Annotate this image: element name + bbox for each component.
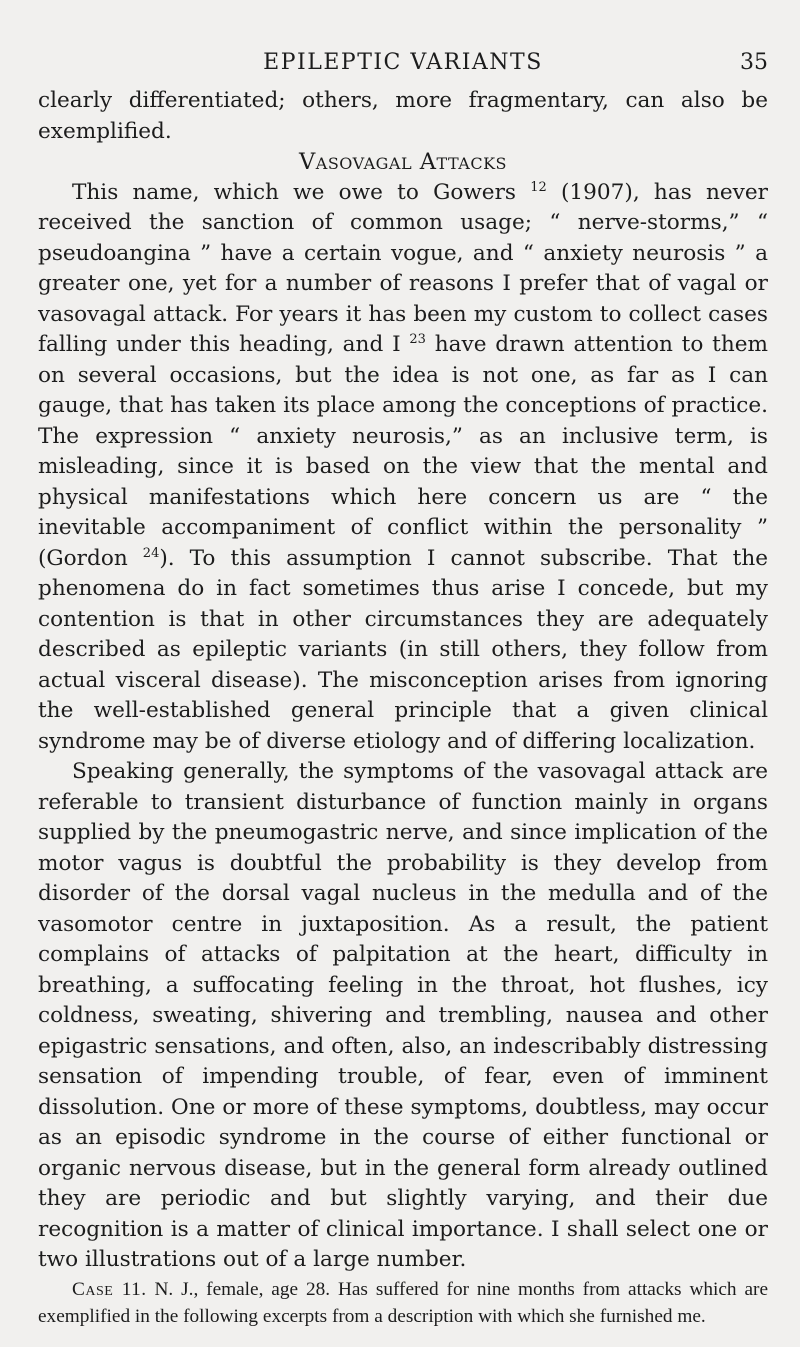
text-span: have drawn attention to them on several occasions, but the idea is not one, as far as I can gauge, that has taken its place among the conceptions of practice. The expression “ anxiety neurosis,” as an inclusive term, is misleading, since it is based on the view that the mental and physical manifestations which here concern us are “ the inevitable accompaniment of conflict within the personality ” (Gordon: [38, 332, 768, 571]
reference-superscript: 24: [142, 545, 160, 561]
case-label: Case 11.: [72, 1278, 147, 1300]
case-paragraph: [38, 1276, 768, 1330]
text-span: This name, which we owe to Gowers: [72, 179, 531, 205]
case-text: N. J., female, age 28. Has suffered for nine months from attacks which are exemplified in the following excerpts from a description with which she furnished me.: [38, 1278, 768, 1327]
continuation-paragraph: clearly differentiated; others, more fragmentary, can also be exemplified.: [38, 88, 768, 144]
text-span: (1907), has never received the sanction of common usage; “ nerve-storms,” “ pseudoangina ” have a certain vogue, and “ anxiety neurosis ” a greater one, yet for a number of reasons I prefer that of vagal or vasovagal attack. For years it has been my custom to collect cases falling under this heading, and I: [38, 179, 768, 357]
reference-superscript: 23: [409, 331, 426, 347]
page-header: [38, 46, 768, 82]
page-number: 35: [740, 50, 768, 75]
reference-superscript: 12: [530, 179, 547, 195]
body-text: [38, 86, 768, 1330]
paragraph-symptoms: Speaking generally, the symptoms of the vasovagal attack are referable to transient disturbance of function mainly in organs supplied by the pneumogastric nerve, and since implication of the motor vagus is doubtful the probability is they develop from disorder of the dorsal vagal nucleus in the medulla and of the vasomotor centre in juxtaposition. As a result, the patient complains of attacks of palpitation at the heart, difficulty in breathing, a suffocating feeling in the throat, hot flushes, icy coldness, sweating, shivering and trembling, nausea and other epigastric sensations, and often, also, an indescribably distressing sensation of impending trouble, of fear, even of imminent dissolution. One or more of these symptoms, doubtless, may occur as an episodic syndrome in the course of either functional or organic nervous disease, but in the general form already outlined they are periodic and but slightly varying, and their due recognition is a matter of clinical importance. I shall select one or two illustrations out of a large number.: [38, 759, 768, 1272]
paragraph-vasovagal-intro: [38, 178, 768, 758]
running-title: EPILEPTIC VARIANTS: [263, 50, 543, 75]
text-span: ). To this assumption I cannot subscribe. That the phenomena do in fact sometimes thus arise I concede, but my contention is that in other circumstances they are adequately described as epileptic variants (in still others, they follow from actual visceral disease). The misconception arises from ignoring the well-established general principle that a given clinical syndrome may be of diverse etiology and of differing localization.: [38, 545, 769, 754]
section-heading: Vasovagal Attacks: [299, 149, 507, 175]
